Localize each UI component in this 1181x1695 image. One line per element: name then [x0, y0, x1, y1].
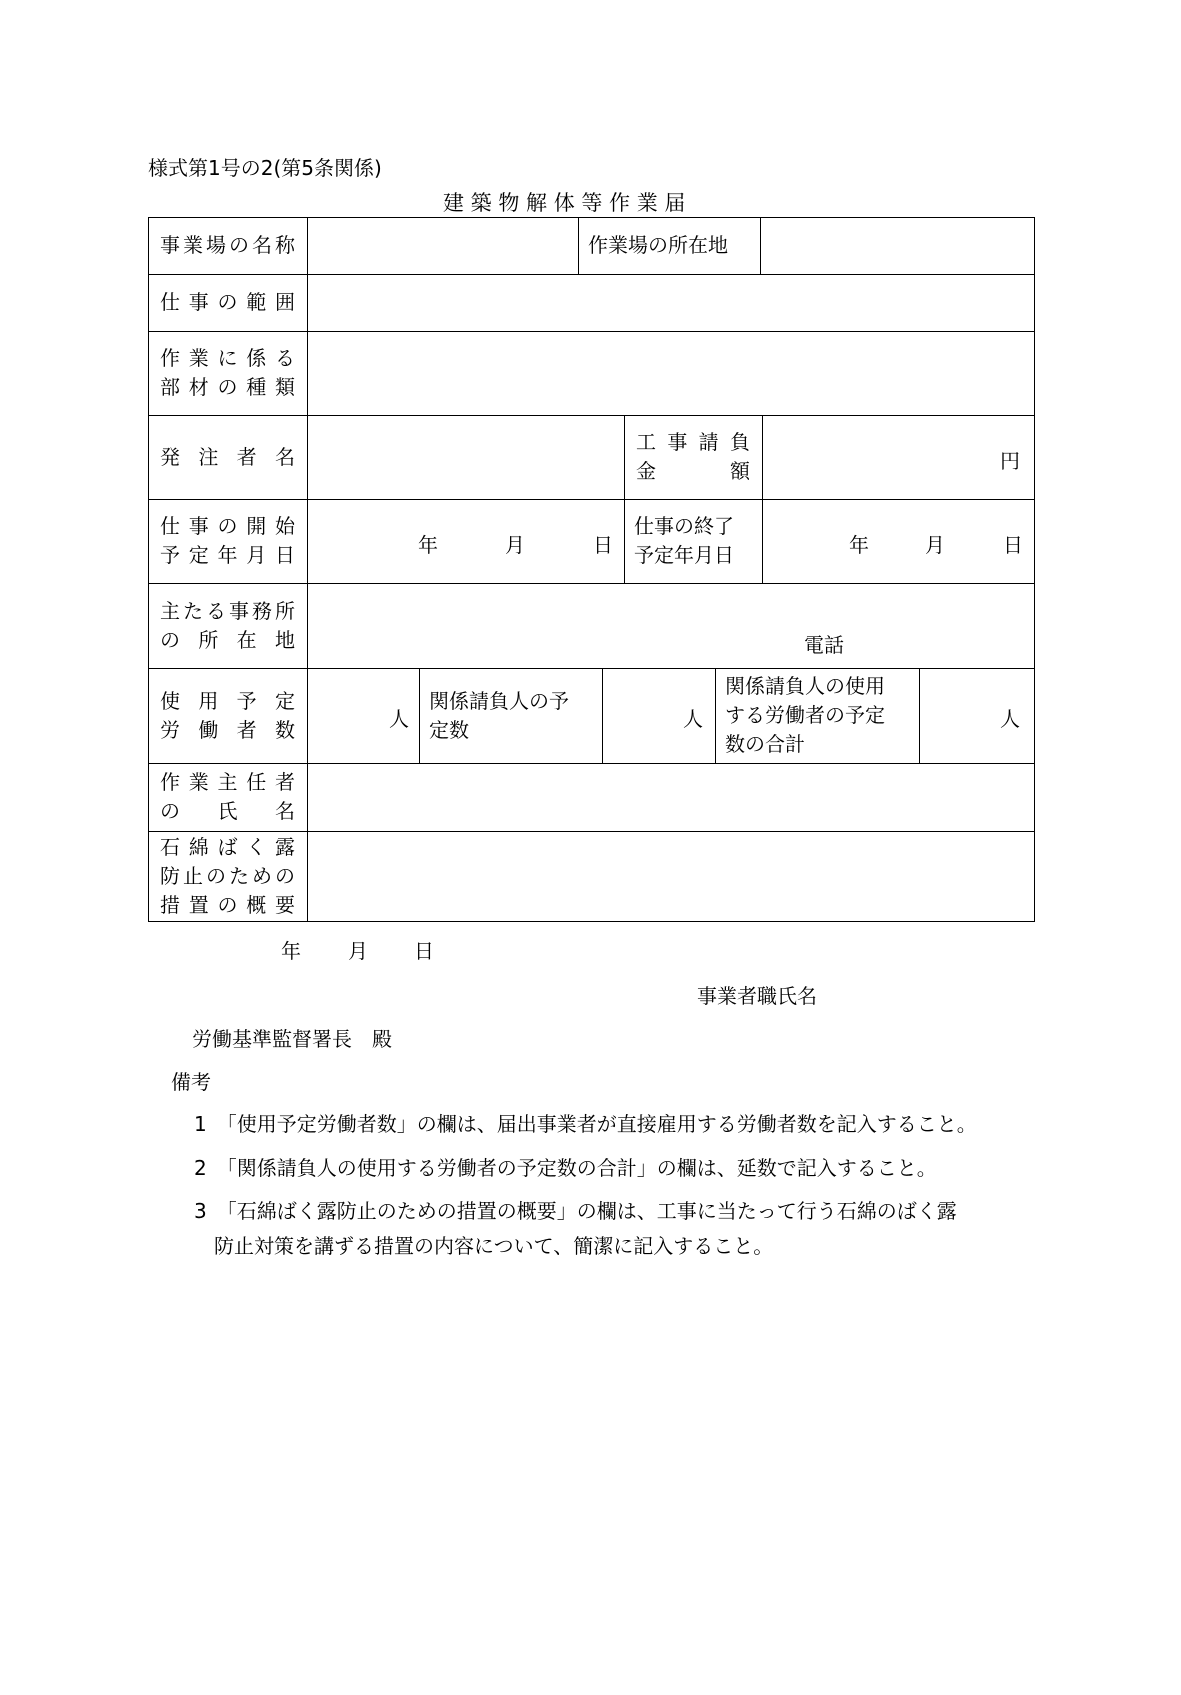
- remark-item: 防止対策を講ずる措置の内容について、簡潔に記入すること。: [194, 1234, 774, 1258]
- unit-persons: 人: [683, 707, 703, 731]
- label-text: 部材の種類: [160, 375, 295, 399]
- start-year: 年: [418, 533, 438, 557]
- label-text: 防止のための: [160, 863, 295, 888]
- remark-item: 1 「使用予定労働者数」の欄は、届出事業者が直接雇用する労働者数を記入すること。: [194, 1112, 977, 1136]
- label-text: 数の合計: [725, 732, 805, 756]
- label-text: 金額: [636, 459, 750, 483]
- label-text: の所在地: [160, 627, 295, 652]
- label-orderer: [148, 415, 307, 499]
- page-title: 建 築 物 解 体 等 作 業 届: [443, 191, 686, 215]
- label-text: 作業場の所在地: [588, 233, 728, 257]
- label-workers: [148, 668, 307, 763]
- end-day: 日: [1003, 533, 1023, 557]
- label-text: 措置の概要: [160, 892, 295, 917]
- label-asbestos: [148, 831, 307, 921]
- label-start-date: [148, 499, 307, 583]
- unit-persons: 人: [389, 707, 409, 731]
- end-year: 年: [849, 533, 869, 557]
- remark-item: 3 「石綿ばく露防止のための措置の概要」の欄は、工事に当たって行う石綿のばく露: [194, 1199, 957, 1223]
- label-text: 関係請負人の予: [429, 688, 569, 713]
- form-number: 様式第1号の2(第5条関係): [148, 156, 382, 180]
- label-sub-total: [715, 668, 919, 763]
- label-text: 石綿ばく露: [160, 834, 295, 859]
- label-text: 発注者名: [160, 444, 295, 469]
- label-sub-workers: [419, 668, 602, 763]
- label-workplace-name: [148, 217, 307, 274]
- label-workplace-location: [578, 217, 760, 274]
- label-materials: [148, 331, 307, 415]
- label-text: 定数: [429, 717, 469, 742]
- label-text: 仕事の範囲: [160, 290, 295, 314]
- unit-persons: 人: [1000, 707, 1020, 731]
- label-text: 作業に係る: [160, 346, 295, 370]
- label-text: 工事請負: [636, 430, 750, 454]
- label-text: 仕事の終了: [634, 514, 734, 538]
- remark-item: 2 「関係請負人の使用する労働者の予定数の合計」の欄は、延数で記入すること。: [194, 1156, 937, 1180]
- date-month: 月: [348, 939, 368, 963]
- label-contract-amount: [624, 415, 762, 499]
- start-month: 月: [505, 533, 525, 557]
- label-text: 仕事の開始: [160, 514, 295, 538]
- label-office: [148, 583, 307, 668]
- label-scope: [148, 274, 307, 331]
- date-day: 日: [414, 939, 434, 963]
- label-text: 使用予定: [160, 688, 295, 713]
- label-text: 予定年月日: [634, 543, 734, 567]
- phone-label: 電話: [804, 633, 844, 657]
- label-text: 事業場の名称: [160, 233, 295, 257]
- date-year: 年: [281, 939, 301, 963]
- label-text: する労働者の予定: [725, 703, 885, 727]
- label-text: 主たる事務所: [160, 598, 295, 623]
- label-text: 労働者数: [160, 717, 295, 742]
- label-text: の氏名: [160, 799, 295, 823]
- label-text: 作業主任者: [160, 770, 295, 794]
- label-text: 予定年月日: [160, 543, 295, 567]
- addressee: 労働基準監督署長 殿: [192, 1027, 392, 1051]
- employer-label: 事業者職氏名: [697, 984, 817, 1008]
- remarks-heading: 備考: [171, 1070, 211, 1094]
- end-month: 月: [925, 533, 945, 557]
- label-end-date: [624, 499, 762, 583]
- label-text: 関係請負人の使用: [725, 674, 885, 698]
- start-day: 日: [593, 533, 613, 557]
- unit-yen: 円: [1000, 449, 1020, 473]
- label-supervisor: [148, 763, 307, 831]
